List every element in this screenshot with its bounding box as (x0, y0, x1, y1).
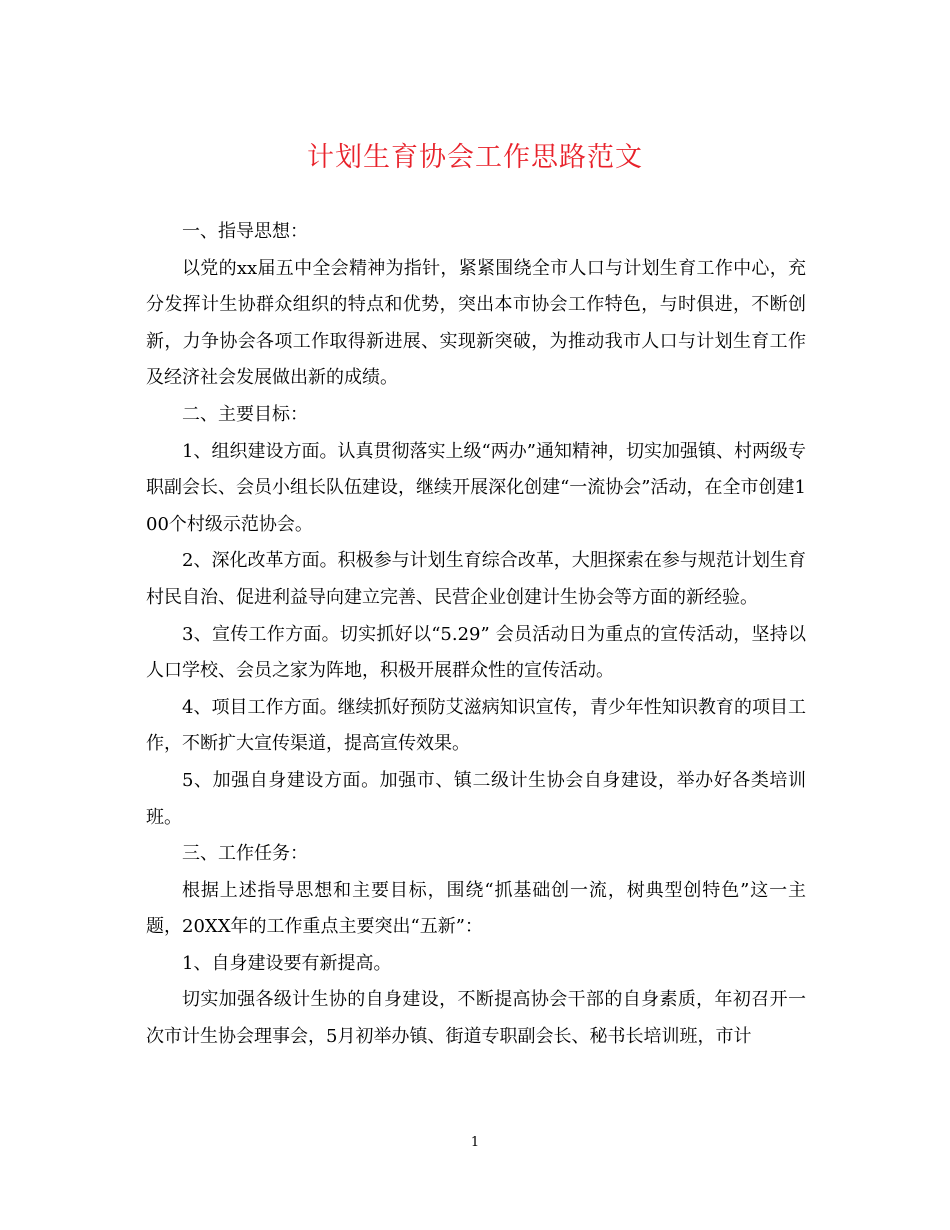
body-paragraph: 根据上述指导思想和主要目标，围绕“抓基础创一流，树典型创特色”这一主题，20XX年的工作重点主要突出“五新”： (146, 879, 806, 938)
body-paragraph: 切实加强各级计生协的自身建设，不断提高协会干部的自身素质，年初召开一次市计生协会理事会，5月初举办镇、街道专职副会长、秘书长培训班，市计 (146, 989, 806, 1048)
body-paragraph: 2、深化改革方面。积极参与计划生育综合改革，大胆探索在参与规范计划生育村民自治、促进利益导向建立完善、民营企业创建计生协会等方面的新经验。 (146, 550, 806, 608)
document-title: 计划生育协会工作思路范文 (307, 142, 643, 173)
body-paragraph: 1、自身建设要有新提高。 (182, 952, 392, 974)
section-heading-guiding-ideology: 一、指导思想： (182, 221, 308, 242)
body-paragraph: 4、项目工作方面。继续抓好预防艾滋病知识宣传，青少年性知识教育的项目工作，不断扩大宣传渠道，提高宣传效果。 (146, 696, 806, 755)
section-heading-work-tasks: 三、工作任务： (182, 843, 308, 865)
document-body (146, 214, 806, 1056)
page-number: 1 (470, 1135, 480, 1150)
section-heading-main-goals: 二、主要目标： (182, 403, 308, 425)
body-paragraph: 5、加强自身建设方面。加强市、镇二级计生协会自身建设，举办好各类培训班。 (146, 769, 806, 828)
body-paragraph: 3、宣传工作方面。切实抓好以“5.29” 会员活动日为重点的宣传活动，坚持以人口学校、会员之家为阵地，积极开展群众性的宣传活动。 (146, 623, 806, 682)
body-paragraph: 以党的xx届五中全会精神为指针，紧紧围绕全市人口与计划生育工作中心，充分发挥计生协群众组织的特点和优势，突出本市协会工作特色，与时俱进，不断创新，力争协会各项工作取得新进展、实现新突破，为推动我市人口与计划生育工作及经济社会发展做出新的成绩。 (146, 257, 806, 389)
body-paragraph: 1、组织建设方面。认真贯彻落实上级“两办”通知精神，切实加强镇、村两级专职副会长、会员小组长队伍建设，继续开展深化创建“一流协会”活动，在全市创建100个村级示范协会。 (146, 440, 806, 535)
